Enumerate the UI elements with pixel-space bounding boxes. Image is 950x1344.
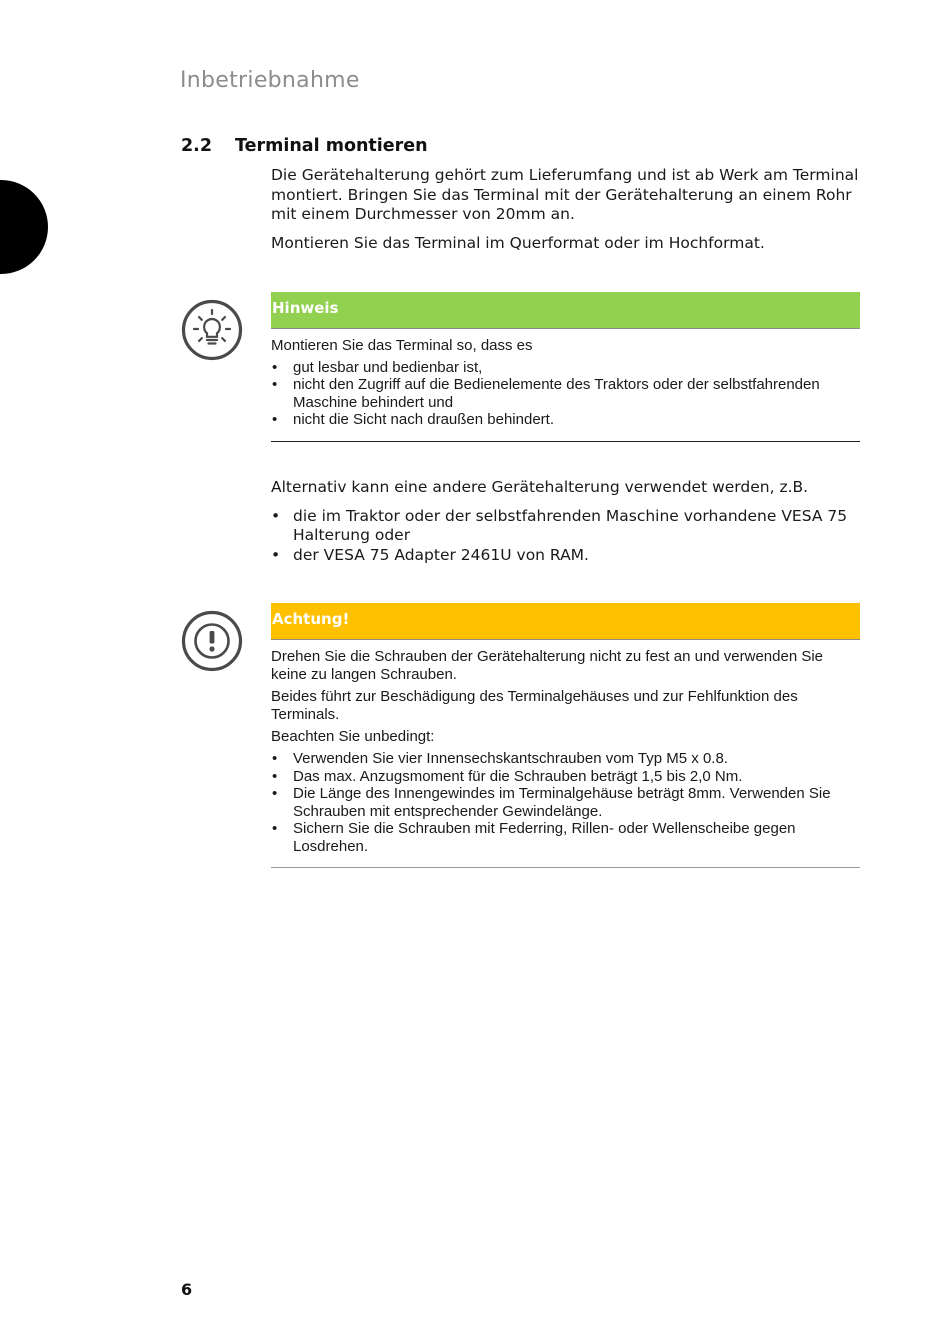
hint-notice: [271, 292, 860, 442]
list-item: • gut lesbar und bedienbar ist,: [271, 359, 860, 377]
hint-lead: Montieren Sie das Terminal so, dass es: [271, 337, 533, 354]
page-number: 6: [181, 1280, 193, 1299]
section-heading: [181, 136, 428, 156]
list-item: • Verwenden Sie vier Innensechskantschrauben vom Typ M5 x 0.8.: [271, 750, 860, 768]
chapter-title: Inbetriebnahme: [180, 68, 360, 93]
exclamation-circle-icon: [181, 610, 243, 672]
list-item: • nicht die Sicht nach draußen behindert.: [271, 411, 860, 429]
alternative-text: [271, 478, 861, 565]
hint-divider: [271, 441, 860, 442]
section-title: Terminal montieren: [235, 136, 428, 156]
list-item: • die im Traktor oder der selbstfahrenden Maschine vorhandene VESA 75 Halterung oder: [271, 507, 861, 546]
intro-paragraph: Die Gerätehalterung gehört zum Lieferumfang und ist ab Werk am Terminal montiert. Bringen Sie das Terminal mit der Gerätehalterung an einem Rohr mit einem Durchmesser von 20mm an.: [271, 166, 859, 223]
alternative-paragraph: Alternativ kann eine andere Gerätehalterung verwendet werden, z.B.: [271, 478, 809, 496]
list-item: • Das max. Anzugsmoment für die Schrauben beträgt 1,5 bis 2,0 Nm.: [271, 768, 860, 786]
list-item: • Die Länge des Innengewindes im Terminalgehäuse beträgt 8mm. Verwenden Sie Schrauben mit entsprechender Gewindelänge.: [271, 785, 860, 820]
warning-paragraph: Drehen Sie die Schrauben der Gerätehalterung nicht zu fest an und verwenden Sie keine zu langen Schrauben.: [271, 648, 824, 683]
hint-bullet-list: [271, 359, 860, 429]
lightbulb-icon: [181, 299, 243, 361]
warning-body: [271, 640, 860, 856]
warning-paragraph: Beides führt zur Beschädigung des Terminalgehäuses und zur Fehlfunktion des Terminals.: [271, 688, 798, 723]
hint-body: [271, 329, 860, 429]
intro-paragraph: Montieren Sie das Terminal im Querformat oder im Hochformat.: [271, 233, 765, 252]
hint-label: Hinweis: [271, 292, 860, 329]
list-item: • nicht den Zugriff auf die Bedienelemente des Traktors oder der selbstfahrenden Maschine behindert und: [271, 376, 860, 411]
list-item: • Sichern Sie die Schrauben mit Federring, Rillen- oder Wellenscheibe gegen Losdrehen.: [271, 820, 860, 855]
chapter-tab-marker: [0, 180, 48, 274]
intro-text: [271, 166, 861, 253]
warning-bullet-list: [271, 750, 860, 856]
section-number: 2.2: [181, 136, 213, 156]
list-item: • der VESA 75 Adapter 2461U von RAM.: [271, 546, 861, 566]
warning-paragraph: Beachten Sie unbedingt:: [271, 728, 435, 746]
warning-label: Achtung!: [271, 603, 860, 640]
alternative-bullet-list: [271, 507, 861, 566]
warning-notice: [271, 603, 860, 868]
warning-divider: [271, 867, 860, 868]
